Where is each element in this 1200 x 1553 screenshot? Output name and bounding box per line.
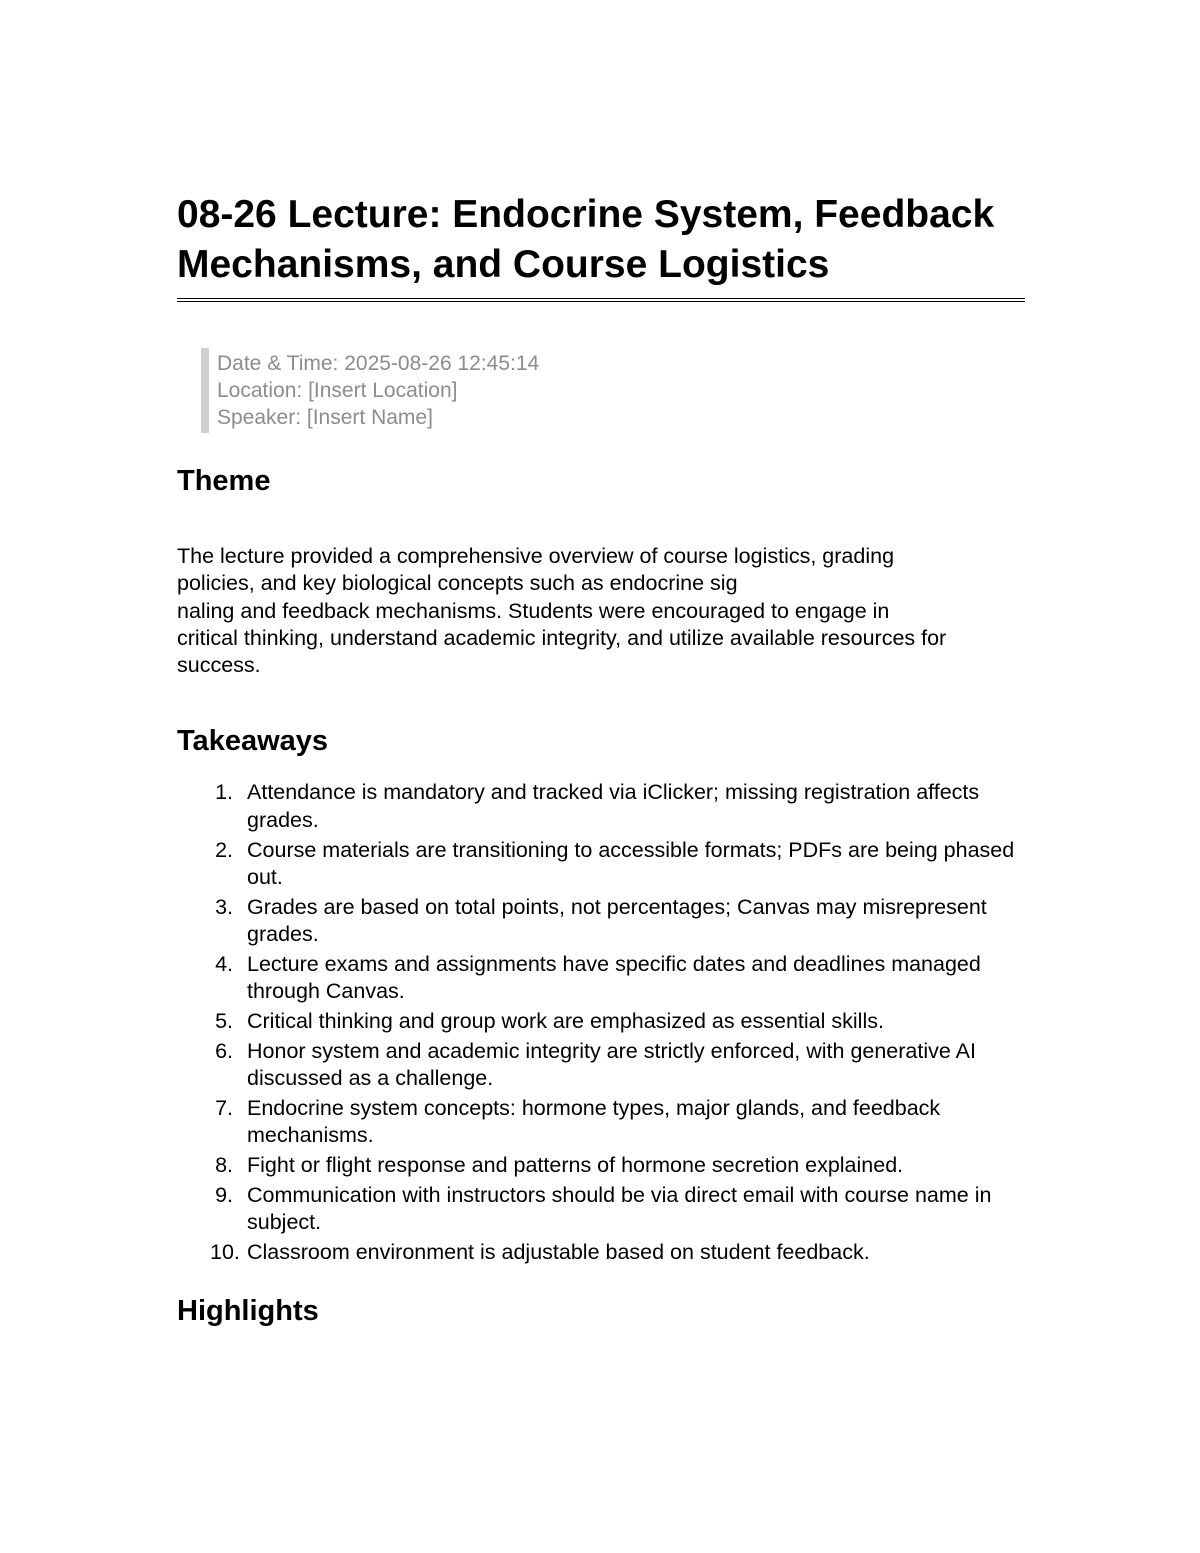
list-item-text: Classroom environment is adjustable based on student feedback. [247, 1239, 870, 1264]
list-item [177, 1008, 1025, 1035]
list-item [177, 837, 1025, 892]
list-item-number: 4. [215, 951, 233, 976]
takeaways-list [177, 779, 1025, 1266]
list-item-text: Attendance is mandatory and tracked via iClicker; missing registration affects grades. [247, 780, 980, 832]
speaker: Speaker: [Insert Name] [217, 406, 433, 429]
list-item-text: Grades are based on total points, not percentages; Canvas may misrepresent grades. [247, 894, 987, 946]
list-item-text: Honor system and academic integrity are strictly enforced, with generative AI discussed as a challenge. [247, 1038, 976, 1090]
list-item-text: Fight or flight response and patterns of hormone secretion explained. [247, 1152, 904, 1177]
list-item-text: Endocrine system concepts: hormone types, major glands, and feedback mechanisms. [247, 1095, 941, 1148]
theme-line: policies, and key biological concepts such as endocrine sig [177, 571, 738, 596]
lecture-meta-block [201, 348, 1025, 433]
location: Location: [Insert Location] [217, 379, 458, 402]
theme-paragraph [177, 543, 1025, 679]
list-item-text: Lecture exams and assignments have specific dates and deadlines managed through Canvas. [247, 951, 981, 1004]
document-page [177, 190, 1025, 1329]
list-item [177, 1038, 1025, 1093]
theme-heading: Theme [177, 465, 271, 497]
list-item [177, 779, 1025, 834]
list-item [177, 1239, 1025, 1266]
theme-line: success. [177, 653, 261, 678]
list-item [177, 1152, 1025, 1179]
list-item-text: Communication with instructors should be via direct email with course name in subject. [247, 1182, 992, 1234]
list-item-text: Critical thinking and group work are emphasized as essential skills. [247, 1008, 884, 1033]
list-item-number: 10. [210, 1239, 240, 1264]
list-item-number: 9. [215, 1182, 233, 1207]
list-item [177, 1095, 1025, 1150]
list-item [177, 951, 1025, 1006]
list-item-number: 2. [215, 837, 233, 862]
theme-line: The lecture provided a comprehensive overview of course logistics, grading [177, 544, 895, 568]
list-item-number: 7. [215, 1095, 233, 1120]
page-title: 08-26 Lecture: Endocrine System, Feedback Mechanisms, and Course Logistics [177, 190, 1025, 302]
takeaways-heading: Takeaways [177, 725, 329, 758]
list-item-number: 3. [215, 894, 233, 919]
list-item [177, 894, 1025, 949]
theme-line: naling and feedback mechanisms. Students were encouraged to engage in [177, 598, 890, 623]
list-item-number: 1. [215, 780, 233, 805]
list-item-number: 6. [215, 1038, 233, 1063]
list-item-number: 8. [215, 1152, 233, 1177]
list-item [177, 1182, 1025, 1237]
list-item-text: Course materials are transitioning to accessible formats; PDFs are being phased out. [247, 837, 1015, 889]
date-time: Date & Time: 2025-08-26 12:45:14 [217, 352, 540, 375]
theme-line: critical thinking, understand academic integrity, and utilize available resources for [177, 625, 947, 650]
list-item-number: 5. [215, 1008, 233, 1033]
highlights-heading: Highlights [177, 1295, 319, 1328]
